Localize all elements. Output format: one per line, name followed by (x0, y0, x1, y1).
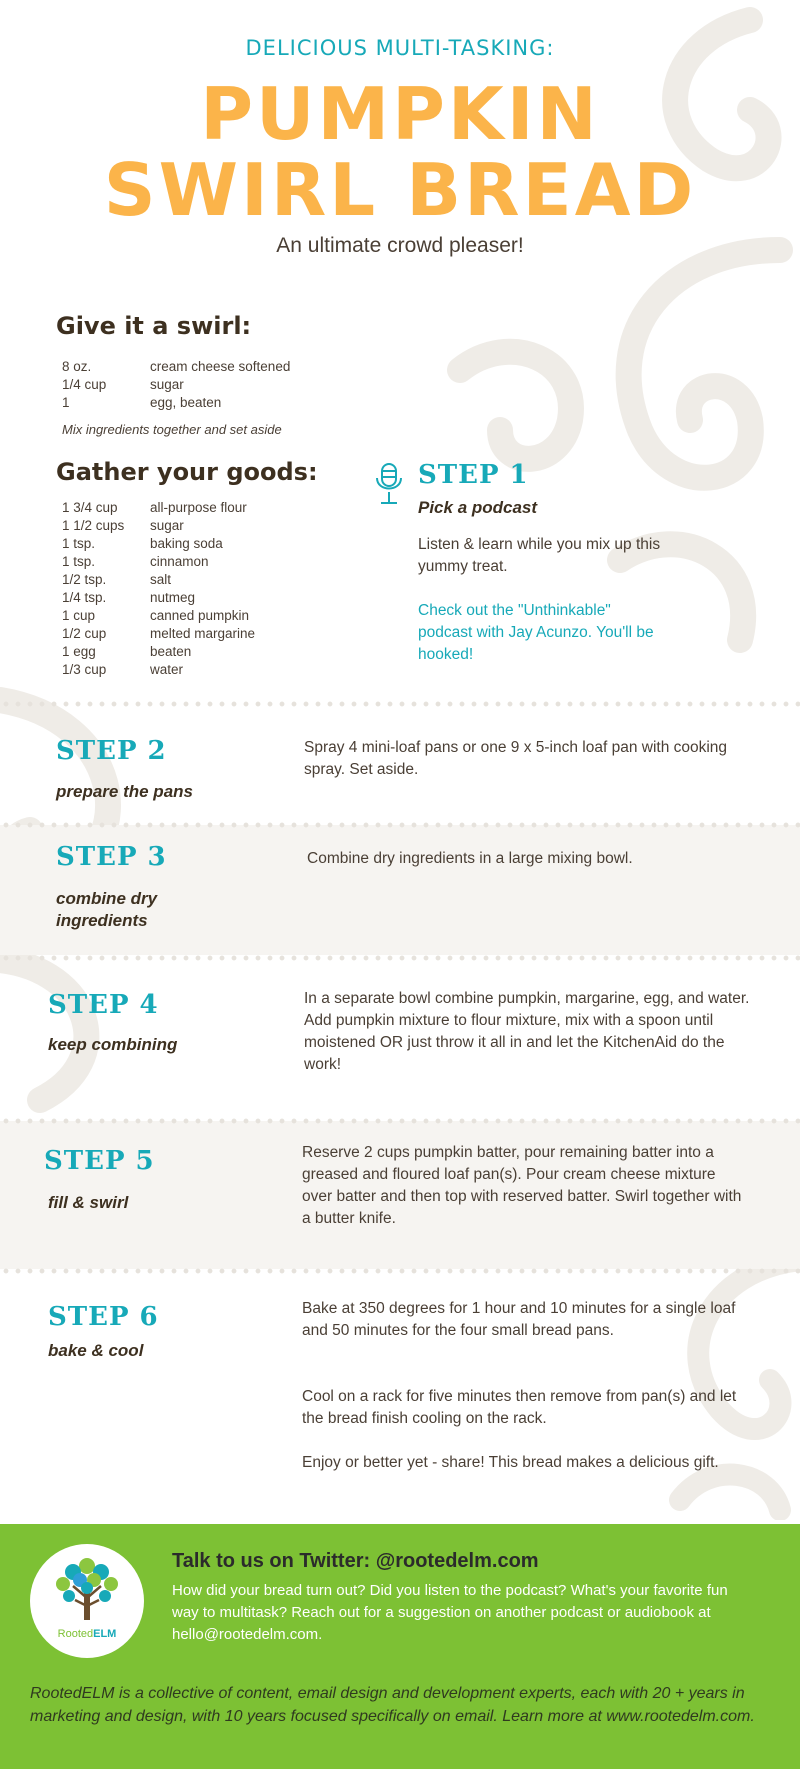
kicker-text: DELICIOUS MULTI-TASKING: (245, 36, 555, 60)
list-item: 1 1/2 cups sugar (62, 518, 184, 533)
podcast-link[interactable]: Check out the "Unthinkable" podcast with Jay Acunzo. You'll be hooked! (418, 602, 654, 663)
list-item: 1/2 tsp. salt (62, 572, 172, 587)
list-item: 1/2 cup melted margarine (62, 626, 256, 641)
dotted-divider (0, 701, 800, 707)
list-item: 1 egg, beaten (62, 395, 222, 410)
step3-title: STEP 3 (56, 842, 167, 872)
dotted-divider (0, 822, 800, 828)
list-item: 1/3 cup water (62, 662, 184, 677)
step2-text: Spray 4 mini-loaf pans or one 9 x 5-inch loaf pan with cooking spray. Set aside. (304, 739, 728, 778)
dotted-divider (0, 955, 800, 961)
step4-title: STEP 4 (48, 990, 159, 1020)
step5-subtitle: fill & swirl (48, 1193, 129, 1212)
dotted-divider (0, 1118, 800, 1124)
microphone-icon (374, 462, 404, 512)
dotted-divider (0, 1268, 800, 1274)
step3-subtitle: combine dry ingredients (56, 889, 158, 930)
page-subtitle: An ultimate crowd pleaser! (276, 234, 524, 257)
list-item: 1/4 tsp. nutmeg (62, 590, 196, 605)
step4-subtitle: keep combining (48, 1035, 178, 1054)
goods-ingredient-list (62, 499, 255, 679)
step5-text: Reserve 2 cups pumpkin batter, pour remaining batter into a greased and floured loaf pan(s). Pour cream cheese mixture over batter and then top with reserved batter. Swirl together with a butter knife. (302, 1144, 742, 1227)
list-item: 1 tsp. cinnamon (62, 554, 209, 569)
step3-text: Combine dry ingredients in a large mixing bowl. (307, 850, 633, 867)
list-item: 1 egg beaten (62, 644, 192, 659)
page-title-line1: PUMPKIN (200, 72, 600, 156)
about-text: RootedELM is a collective of content, email design and development experts, each with 20 + years in marketing and design, with 10 years focused specifically on email. Learn more at www.rootedelm.com. (30, 1685, 755, 1725)
page-title-line2: SWIRL BREAD (103, 148, 697, 232)
logo-wordmark: RootedELM (57, 1628, 117, 1640)
tree-icon (47, 1552, 127, 1624)
list-item: 1 tsp. baking soda (62, 536, 223, 551)
step5-title: STEP 5 (44, 1146, 155, 1176)
step1-title: STEP 1 (418, 460, 529, 490)
goods-heading: Gather your goods: (56, 458, 318, 486)
list-item: 8 oz. cream cheese softened (62, 359, 291, 374)
twitter-heading[interactable]: Talk to us on Twitter: @rootedelm.com (172, 1550, 539, 1572)
step6-title: STEP 6 (48, 1302, 159, 1332)
step6-text-3: Enjoy or better yet - share! This bread makes a delicious gift. (302, 1454, 719, 1471)
decorative-swirl-bottom-right (560, 1240, 800, 1520)
step2-subtitle: prepare the pans (56, 782, 193, 801)
step2-title: STEP 2 (56, 736, 167, 766)
swirl-heading: Give it a swirl: (56, 312, 252, 340)
step6-subtitle: bake & cool (48, 1341, 144, 1360)
step1-text: Listen & learn while you mix up this yummy treat. (418, 536, 661, 575)
list-item: 1/4 cup sugar (62, 377, 184, 392)
footer (0, 1524, 800, 1769)
step6-text-1: Bake at 350 degrees for 1 hour and 10 minutes for a single loaf and 50 minutes for the four small bread pans. (302, 1300, 736, 1339)
step4-text: In a separate bowl combine pumpkin, margarine, egg, and water. Add pumpkin mixture to flour mixture, mix with a spoon until moistened OR just throw it all in and let the KitchenAid do the work! (304, 990, 750, 1073)
swirl-note: Mix ingredients together and set aside (62, 422, 282, 437)
step6-text-2: Cool on a rack for five minutes then remove from pan(s) and let the bread finish cooling on the rack. (302, 1388, 737, 1427)
swirl-ingredient-list (62, 358, 290, 412)
rootedelm-logo (30, 1544, 144, 1658)
step1-subtitle: Pick a podcast (418, 498, 538, 517)
twitter-text: How did your bread turn out? Did you listen to the podcast? What's your favorite fun way to multitask? Reach out for a suggestion on another podcast or audiobook at hello@rootedelm.com. (172, 1582, 728, 1643)
list-item: 1 3/4 cup all-purpose flour (62, 500, 247, 515)
list-item: 1 cup canned pumpkin (62, 608, 250, 623)
